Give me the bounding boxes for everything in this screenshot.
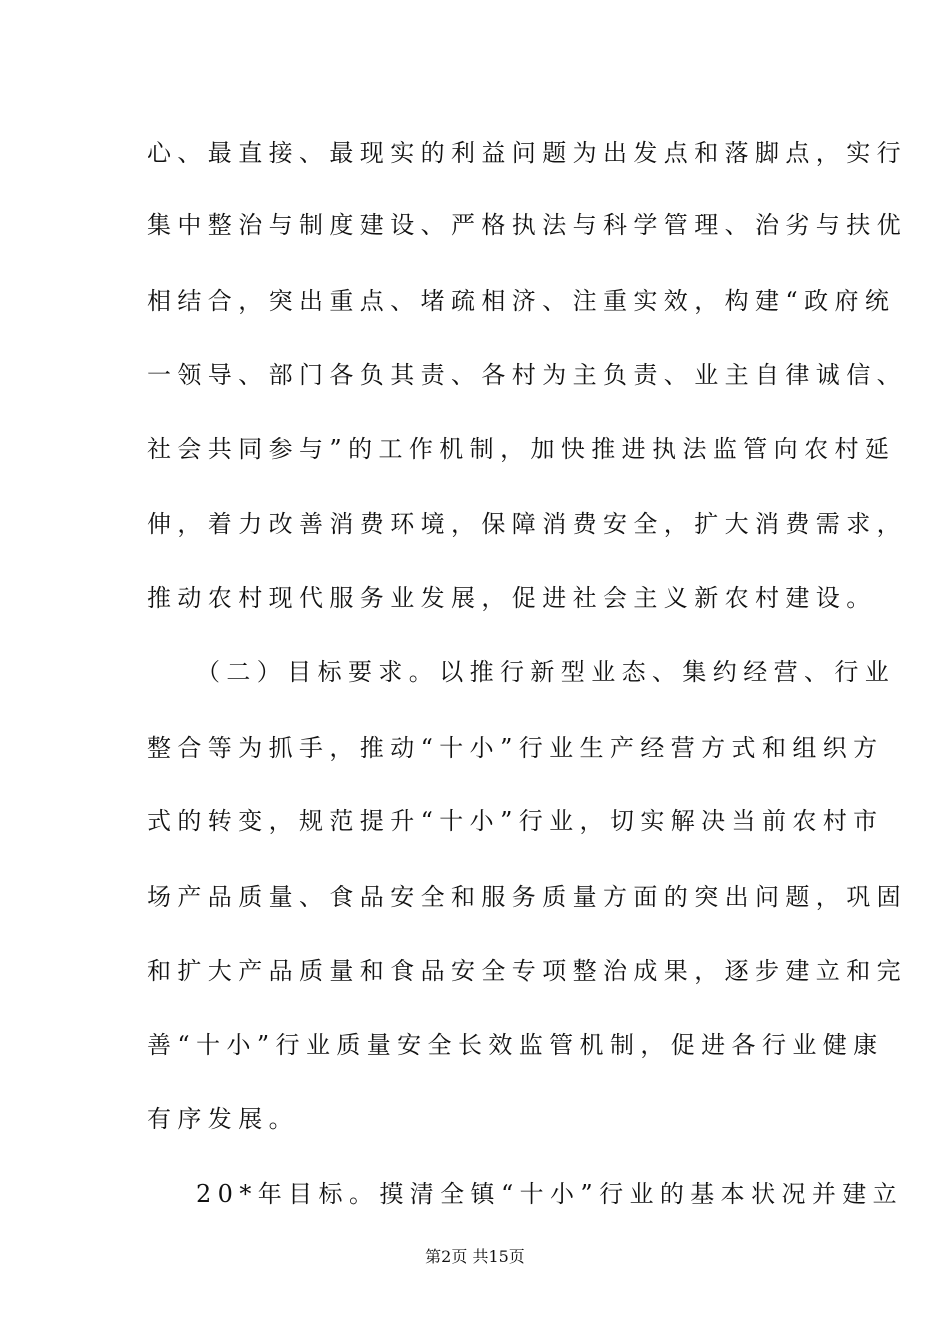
body-line-11: 场产品质量、食品安全和服务质量方面的突出问题，巩固 — [147, 883, 907, 911]
section-heading-line: （二）目标要求。以推行新型业态、集约经营、行业 — [196, 658, 896, 686]
year-target-line: 20*年目标。摸清全镇“十小”行业的基本状况并建立 — [196, 1180, 904, 1208]
body-line-7: 推动农村现代服务业发展，促进社会主义新农村建设。 — [147, 584, 877, 612]
body-line-3: 相结合，突出重点、堵疏相济、注重实效，构建“政府统 — [147, 287, 896, 315]
body-line-1: 心、最直接、最现实的利益问题为出发点和落脚点，实行 — [147, 139, 907, 167]
body-line-10: 式的转变，规范提升“十小”行业，切实解决当前农村市 — [147, 807, 884, 835]
body-line-6: 伸，着力改善消费环境，保障消费安全，扩大消费需求， — [147, 510, 907, 538]
body-line-12: 和扩大产品质量和食品安全专项整治成果，逐步建立和完 — [147, 957, 907, 985]
body-line-13: 善“十小”行业质量安全长效监管机制，促进各行业健康 — [147, 1031, 884, 1059]
body-line-5: 社会共同参与”的工作机制，加快推进执法监管向农村延 — [147, 435, 896, 463]
body-line-4: 一领导、部门各负其责、各村为主负责、业主自律诚信、 — [147, 361, 907, 389]
body-line-9: 整合等为抓手，推动“十小”行业生产经营方式和组织方 — [147, 734, 884, 762]
body-line-2: 集中整治与制度建设、严格执法与科学管理、治劣与扶优 — [147, 211, 907, 239]
page-number-footer: 第2页 共15页 — [425, 1247, 525, 1266]
body-line-14: 有序发展。 — [147, 1105, 299, 1133]
